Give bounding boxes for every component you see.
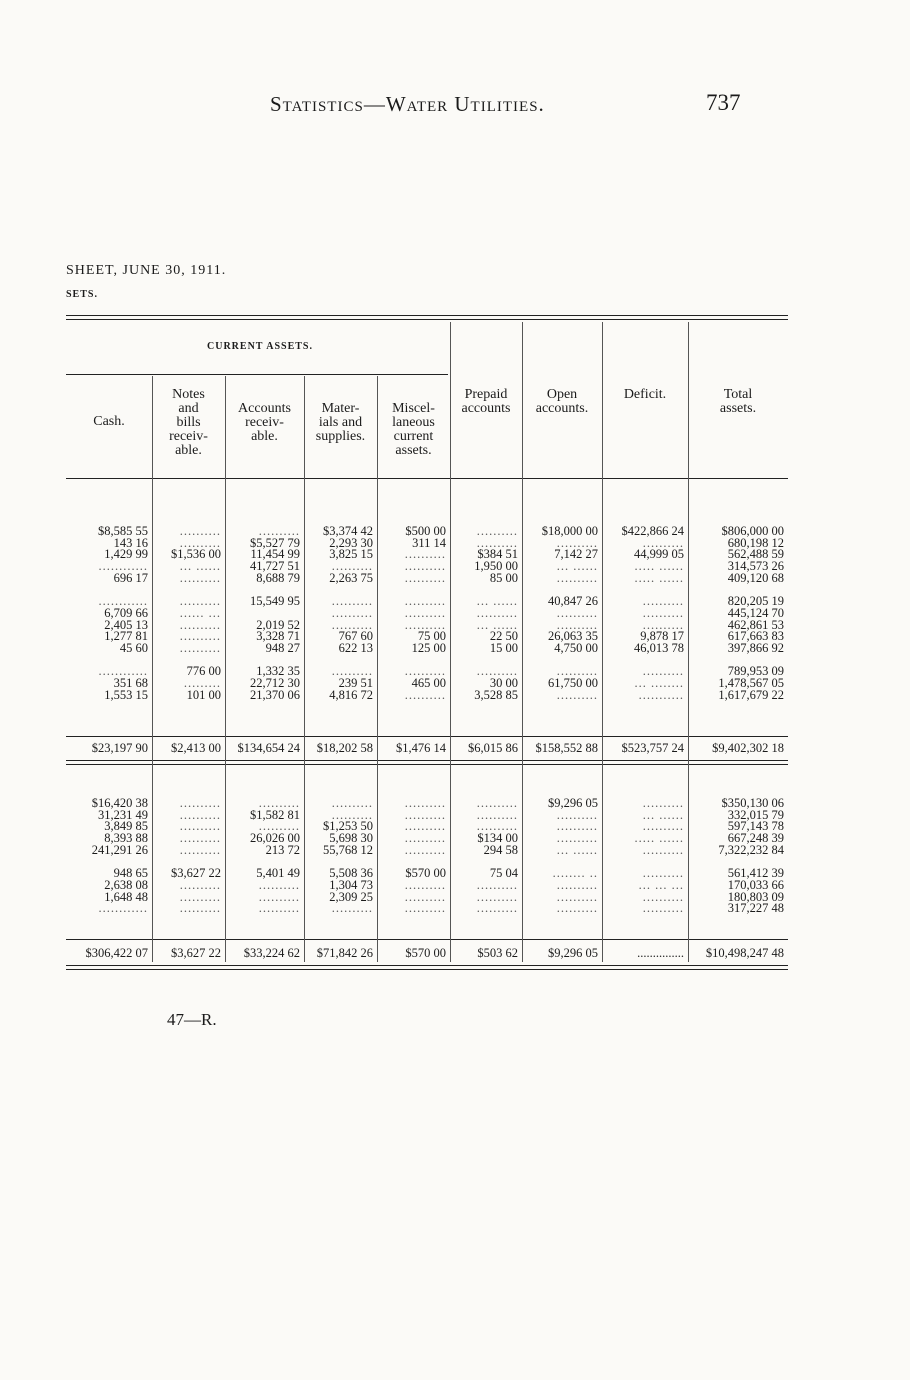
column-header-misc: Miscel- laneous current assets. [392, 401, 435, 458]
total-cell-open: $158,552 88 [535, 741, 598, 755]
table-cell: .......... [476, 903, 518, 915]
section-rule-1b [66, 764, 788, 765]
table-cell [522, 655, 598, 667]
table-cell: ... ...... [556, 561, 598, 573]
total-cell-deficit: $523,757 24 [621, 741, 684, 755]
table-cell: 2,293 30 [329, 537, 373, 550]
table-cell: 667,248 39 [727, 833, 784, 845]
table-cell [688, 856, 784, 868]
table-cell: ............ [98, 596, 148, 608]
total-cell-accounts: $33,224 62 [243, 946, 300, 960]
table-cell [602, 856, 684, 868]
table-cell [377, 584, 446, 596]
table-cell: 55,768 12 [323, 844, 373, 857]
table-cell: 213 72 [265, 844, 300, 857]
table-cell: .......... [331, 798, 373, 810]
table-cell: $422,866 24 [621, 526, 684, 538]
table-cell: 75 04 [489, 868, 518, 880]
table-cell: 3,825 15 [329, 549, 373, 562]
table-cell: .......... [642, 666, 684, 678]
table-cell: 11,454 99 [250, 549, 300, 562]
table-cell: ... ........ [634, 677, 684, 690]
table-cell [377, 856, 446, 868]
column-values-materials [304, 526, 373, 701]
total-cell-accounts: $134,654 24 [237, 741, 300, 755]
footer-signature: 47—R. [167, 1010, 217, 1029]
table-cell: .......... [556, 619, 598, 632]
table-cell: 776 00 [186, 666, 221, 678]
subtotal-rule-1 [66, 736, 788, 737]
total-cell-materials: $71,842 26 [316, 946, 373, 960]
table-cell: .......... [642, 868, 684, 880]
table-cell: .......... [556, 879, 598, 892]
table-cell: .......... [258, 821, 300, 834]
table-cell: 462,861 53 [727, 619, 784, 632]
table-cell [522, 584, 598, 596]
column-values-open [522, 798, 598, 915]
table-cell: .......... [404, 798, 446, 810]
table-cell: .......... [404, 891, 446, 904]
table-cell: ..... ...... [634, 833, 684, 845]
total-cell-total: $10,498,247 48 [705, 946, 784, 960]
column-header-cash: Cash. [93, 414, 125, 429]
table-cell: ..... ...... [634, 561, 684, 573]
table-cell: .......... [258, 891, 300, 904]
total-cell-prepaid: $503 62 [477, 946, 518, 960]
table-cell: .......... [331, 607, 373, 620]
table-cell: .......... [404, 619, 446, 632]
table-cell: .......... [642, 903, 684, 915]
table-cell: .......... [476, 537, 518, 550]
total-cell-total: $9,402,302 18 [712, 741, 784, 755]
table-cell: 4,816 72 [329, 689, 373, 702]
table-cell [450, 856, 518, 868]
table-cell: ...... ... [179, 607, 221, 620]
total-cell-misc: $570 00 [405, 946, 446, 960]
table-cell: .......... [642, 607, 684, 620]
column-values-cash [66, 526, 148, 701]
table-cell: .......... [642, 537, 684, 550]
table-cell: 170,033 66 [727, 879, 784, 892]
table-cell: .......... [642, 798, 684, 810]
table-cell: ... ...... [642, 809, 684, 822]
table-cell: .......... [556, 833, 598, 845]
table-cell: 239 51 [338, 677, 373, 690]
table-cell: .......... [179, 821, 221, 834]
table-cell [522, 856, 598, 868]
column-header-materials: Mater- ials and supplies. [315, 401, 366, 444]
table-cell: .......... [331, 903, 373, 915]
table-cell: 143 16 [113, 537, 148, 550]
table-cell: .......... [331, 596, 373, 608]
table-cell [688, 655, 784, 667]
column-header-total: Total assets. [719, 387, 757, 416]
table-cell: .......... [476, 798, 518, 810]
table-cell: 45 60 [119, 642, 148, 655]
table-cell: 3,328 71 [256, 631, 300, 643]
table-cell: .......... [404, 821, 446, 834]
table-cell: .......... [476, 607, 518, 620]
column-values-accounts [225, 798, 300, 915]
table-cell: .......... [179, 809, 221, 822]
table-cell: .......... [642, 844, 684, 857]
table-cell [450, 584, 518, 596]
table-cell: $570 00 [405, 868, 446, 880]
table-cell: 397,866 92 [727, 642, 784, 655]
table-cell: .......... [258, 903, 300, 915]
table-cell: $500 00 [405, 526, 446, 538]
table-cell: .......... [179, 526, 221, 538]
table-cell: 622 13 [338, 642, 373, 655]
table-cell [688, 584, 784, 596]
table-cell: .......... [179, 798, 221, 810]
table-cell: .......... [404, 833, 446, 845]
table-cell: $134 00 [477, 833, 518, 845]
table-cell: .......... [556, 689, 598, 702]
table-top-rule [66, 315, 788, 316]
table-cell: 561,412 39 [727, 868, 784, 880]
table-bottom-rule-2 [66, 969, 788, 970]
column-values-notes [152, 798, 221, 915]
table-cell: 1,553 15 [104, 689, 148, 702]
table-cell: .......... [556, 903, 598, 915]
table-cell: ... ...... [556, 844, 598, 857]
column-header-deficit: Deficit. [623, 387, 667, 402]
table-cell: 2,019 52 [256, 619, 300, 632]
total-cell-notes: $2,413 00 [171, 741, 221, 755]
table-cell: 180,803 09 [727, 891, 784, 904]
total-cell-cash: $306,422 07 [85, 946, 148, 960]
table-cell: 26,063 35 [548, 631, 598, 643]
table-cell: 125 00 [411, 642, 446, 655]
table-cell: 948 65 [113, 868, 148, 880]
table-cell: 2,309 25 [329, 891, 373, 904]
current-assets-underline [66, 374, 448, 375]
table-cell: .......... [258, 798, 300, 810]
column-header-prepaid: Prepaid accounts [461, 387, 511, 416]
column-header-notes: Notes and bills receiv- able. [169, 387, 208, 458]
table-cell: .......... [642, 891, 684, 904]
table-cell: $5,527 79 [250, 537, 300, 550]
table-cell: 948 27 [265, 642, 300, 655]
table-cell: .......... [331, 809, 373, 822]
table-cell: ... ...... [179, 561, 221, 573]
total-cell-prepaid: $6,015 86 [468, 741, 518, 755]
column-values-total [688, 798, 784, 915]
table-cell: 1,332 35 [256, 666, 300, 678]
table-cell: 351 68 [113, 677, 148, 690]
table-cell: 5,401 49 [256, 868, 300, 880]
table-cell: 75 00 [417, 631, 446, 643]
table-cell [152, 584, 221, 596]
table-cell: $384 51 [477, 549, 518, 562]
table-cell: 2,263 75 [329, 572, 373, 585]
table-cell: .......... [179, 619, 221, 632]
total-cell-misc: $1,476 14 [396, 741, 446, 755]
table-cell [66, 584, 148, 596]
column-header-open: Open accounts. [535, 387, 589, 416]
table-cell: 789,953 09 [727, 666, 784, 678]
column-values-prepaid [450, 798, 518, 915]
column-values-deficit [602, 526, 684, 701]
table-cell [225, 584, 300, 596]
table-cell: .......... [642, 619, 684, 632]
table-cell: .......... [179, 537, 221, 550]
table-cell: 22 50 [489, 631, 518, 643]
table-cell: .......... [556, 607, 598, 620]
table-cell: 2,405 13 [104, 619, 148, 632]
table-cell: 44,999 05 [634, 549, 684, 562]
table-cell: .......... [179, 891, 221, 904]
table-cell: .......... [556, 821, 598, 834]
table-cell: 46,013 78 [634, 642, 684, 655]
table-cell: .......... [404, 549, 446, 562]
table-cell: 562,488 59 [727, 549, 784, 562]
table-cell: 30 00 [489, 677, 518, 690]
table-cell: .......... [179, 596, 221, 608]
table-top-rule-2 [66, 319, 788, 320]
page-number: 737 [706, 90, 741, 115]
total-cell-materials: $18,202 58 [316, 741, 373, 755]
table-cell: .......... [331, 619, 373, 632]
table-cell: .......... [179, 833, 221, 845]
table-cell: 5,508 36 [329, 868, 373, 880]
table-cell [152, 655, 221, 667]
table-cell: 1,429 99 [104, 549, 148, 562]
table-cell: 680,198 12 [727, 537, 784, 550]
table-cell: 15,549 95 [250, 596, 300, 608]
page-title: Statistics—Water Utilities. [270, 92, 545, 116]
table-cell: $1,253 50 [323, 821, 373, 834]
table-cell [304, 584, 373, 596]
table-cell: ........... [638, 689, 684, 702]
table-cell: .......... [179, 631, 221, 643]
table-cell: 8,688 79 [256, 572, 300, 585]
sets-heading: SETS. [66, 289, 98, 300]
table-cell: .......... [642, 596, 684, 608]
table-cell [304, 655, 373, 667]
table-cell: 1,478,567 05 [718, 677, 784, 690]
table-cell [66, 856, 148, 868]
table-cell: .......... [404, 596, 446, 608]
table-cell: 409,120 68 [727, 572, 784, 585]
table-cell: 445,124 70 [727, 607, 784, 620]
table-cell: 3,849 85 [104, 821, 148, 834]
column-values-accounts [225, 526, 300, 701]
table-cell: 8,393 88 [104, 833, 148, 845]
table-cell [304, 856, 373, 868]
table-cell: 41,727 51 [250, 561, 300, 573]
table-cell: .......... [404, 903, 446, 915]
table-cell [377, 655, 446, 667]
table-cell: $806,000 00 [721, 526, 784, 538]
table-cell: $18,000 00 [541, 526, 598, 538]
sheet-heading: SHEET, JUNE 30, 1911. [66, 263, 227, 278]
table-cell: ............ [98, 903, 148, 915]
table-cell: 1,950 00 [474, 561, 518, 573]
table-cell [602, 655, 684, 667]
table-cell: .......... [404, 879, 446, 892]
table-cell: .......... [476, 666, 518, 678]
table-bottom-rule [66, 965, 788, 966]
table-cell: 15 00 [489, 642, 518, 655]
table-cell: 294 58 [483, 844, 518, 857]
table-cell [225, 655, 300, 667]
total-cell-cash: $23,197 90 [91, 741, 148, 755]
table-cell: .......... [404, 689, 446, 702]
table-cell: .......... [179, 642, 221, 655]
table-cell: 9,878 17 [640, 631, 684, 643]
table-cell [225, 608, 300, 620]
table-cell: 21,370 06 [250, 689, 300, 702]
column-values-cash [66, 798, 148, 915]
total-cell-open: $9,296 05 [548, 946, 598, 960]
table-cell [152, 856, 221, 868]
table-cell [602, 584, 684, 596]
table-cell: 465 00 [411, 677, 446, 690]
table-cell: .......... [476, 891, 518, 904]
table-cell: $350,130 06 [721, 798, 784, 810]
column-values-materials [304, 798, 373, 915]
table-cell: $1,582 81 [250, 809, 300, 822]
table-cell: .......... [556, 572, 598, 585]
table-cell: .......... [258, 879, 300, 892]
table-cell: .......... [476, 809, 518, 822]
section-rule-1 [66, 760, 788, 761]
table-cell: ............ [98, 666, 148, 678]
table-cell: .......... [556, 809, 598, 822]
table-cell: 2,638 08 [104, 879, 148, 892]
table-cell: .......... [258, 526, 300, 538]
table-cell: 26,026 00 [250, 833, 300, 845]
table-cell: ..... ...... [634, 572, 684, 585]
table-cell: .......... [476, 821, 518, 834]
table-cell: .......... [642, 821, 684, 834]
table-cell: 61,750 00 [548, 677, 598, 690]
table-cell: 85 00 [489, 572, 518, 585]
table-cell: 1,617,679 22 [718, 689, 784, 702]
table-cell [66, 655, 148, 667]
table-cell: 1,277 81 [104, 631, 148, 643]
total-cell-deficit: ............... [637, 946, 684, 960]
table-cell: 7,322,232 84 [718, 844, 784, 857]
subtotal-rule-2 [66, 939, 788, 940]
table-cell: .......... [404, 809, 446, 822]
table-cell: .......... [179, 879, 221, 892]
table-cell: ............ [98, 561, 148, 573]
table-cell: $1,536 00 [171, 549, 221, 562]
header-bottom-rule [66, 478, 788, 479]
table-cell: .......... [404, 607, 446, 620]
total-cell-notes: $3,627 22 [171, 946, 221, 960]
table-cell: .......... [404, 561, 446, 573]
table-cell: 311 14 [412, 537, 446, 550]
table-cell: 317,227 48 [727, 903, 784, 915]
table-cell: 22,712 30 [250, 677, 300, 690]
table-cell: ... ...... [476, 596, 518, 608]
table-cell: .......... [404, 844, 446, 857]
table-cell: .......... [331, 561, 373, 573]
table-cell: 696 17 [113, 572, 148, 585]
table-cell: .......... [179, 572, 221, 585]
table-cell: 31,231 49 [98, 809, 148, 822]
table-cell: .......... [476, 526, 518, 538]
table-cell: ... ...... [476, 619, 518, 632]
column-values-misc [377, 526, 446, 701]
table-cell: .......... [179, 903, 221, 915]
table-cell: .......... [404, 666, 446, 678]
table-cell: 1,648 48 [104, 891, 148, 904]
table-cell [225, 856, 300, 868]
column-header-accounts: Accounts receiv- able. [238, 401, 291, 444]
table-cell: ........ .. [552, 868, 598, 880]
table-cell: $16,420 38 [91, 798, 148, 810]
table-cell: 332,015 79 [727, 809, 784, 822]
column-values-total [688, 526, 784, 701]
table-cell: .......... [556, 666, 598, 678]
table-cell: 6,709 66 [104, 607, 148, 620]
table-cell: $8,585 55 [98, 526, 148, 538]
table-cell: 314,573 26 [727, 561, 784, 573]
table-cell: $3,627 22 [171, 868, 221, 880]
table-cell: ......... [183, 677, 221, 690]
table-cell: .......... [404, 572, 446, 585]
table-cell: 820,205 19 [727, 596, 784, 608]
table-cell: ... ... ... [638, 879, 684, 892]
table-cell: 617,663 83 [727, 631, 784, 643]
column-values-open [522, 526, 598, 701]
column-values-prepaid [450, 526, 518, 701]
table-cell: 597,143 78 [727, 821, 784, 834]
column-values-misc [377, 798, 446, 915]
table-cell: 5,698 30 [329, 833, 373, 845]
table-cell: .......... [476, 879, 518, 892]
table-cell: 7,142 27 [554, 549, 598, 562]
table-cell: 3,528 85 [474, 689, 518, 702]
current-assets-label: CURRENT ASSETS. [207, 341, 313, 352]
table-cell: 4,750 00 [554, 642, 598, 655]
table-cell: $9,296 05 [548, 798, 598, 810]
table-cell: 101 00 [186, 689, 221, 702]
table-cell: $3,374 42 [323, 526, 373, 538]
table-cell: .......... [556, 537, 598, 550]
table-cell: 40,847 26 [548, 596, 598, 608]
table-cell: 767 60 [338, 631, 373, 643]
table-cell: .......... [331, 666, 373, 678]
table-cell: 1,304 73 [329, 879, 373, 892]
column-values-notes [152, 526, 221, 701]
table-cell: .......... [179, 844, 221, 857]
column-values-deficit [602, 798, 684, 915]
table-cell: .......... [556, 891, 598, 904]
table-cell: 241,291 26 [91, 844, 148, 857]
table-cell [450, 655, 518, 667]
